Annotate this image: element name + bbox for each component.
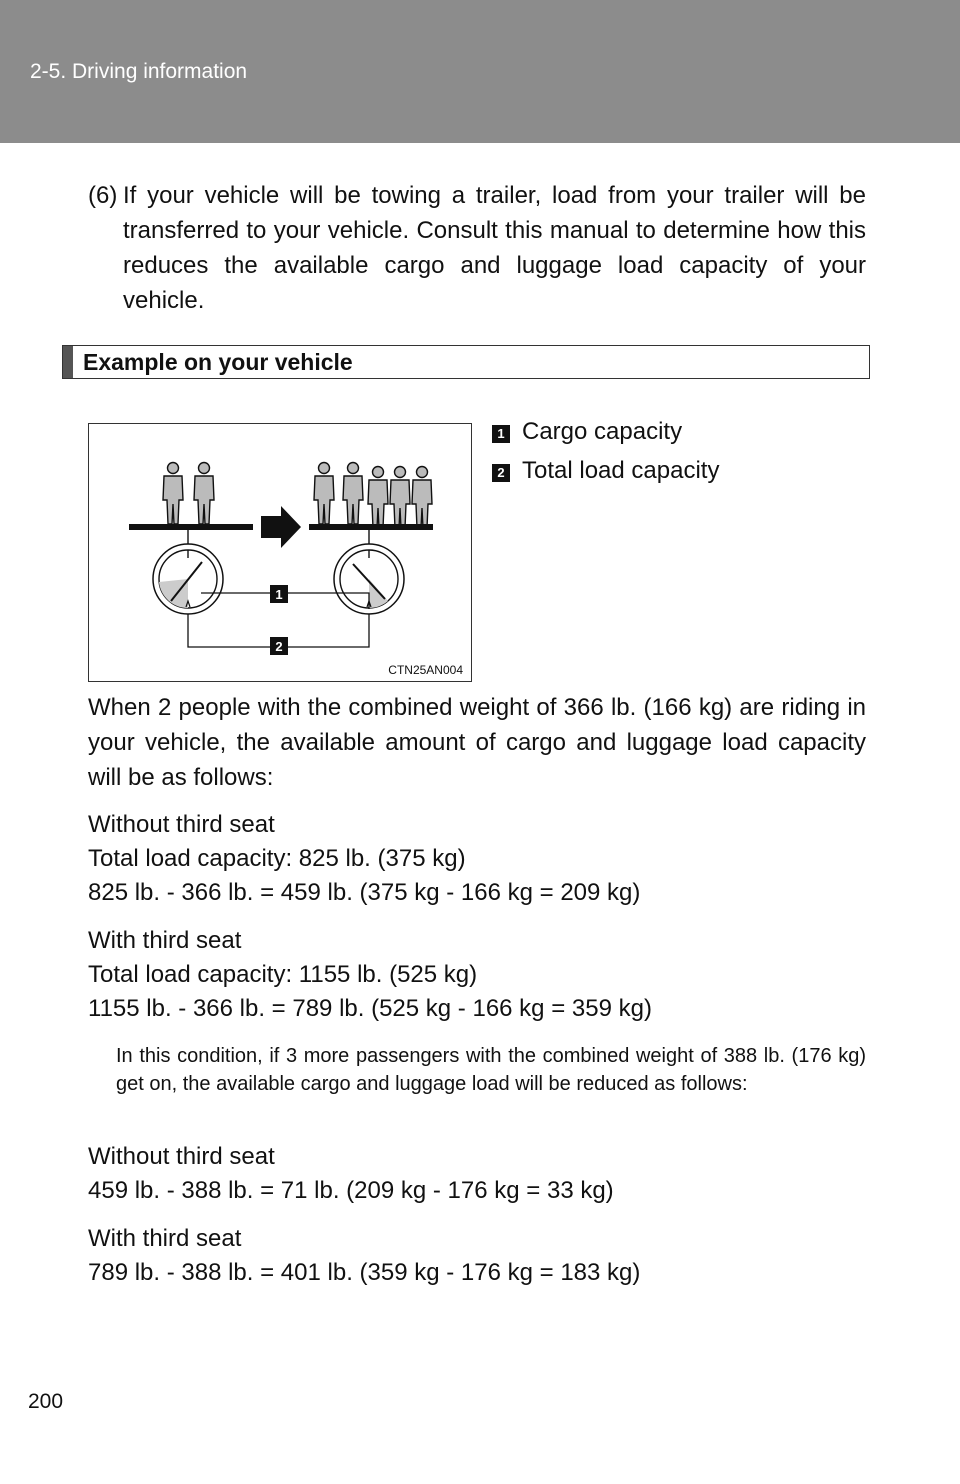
person-icons-left (163, 463, 214, 525)
without-seat-calc-2: 459 lb. - 388 lb. = 71 lb. (209 kg - 176 kg = 33 kg) (88, 1177, 614, 1204)
callout-2-label: 2 (275, 639, 283, 654)
without-seat-calc-1: 825 lb. - 366 lb. = 459 lb. (375 kg - 166 kg = 209 kg) (88, 879, 641, 906)
figure-code: CTN25AN004 (388, 663, 463, 677)
right-platform (309, 524, 433, 530)
load-capacity-figure (88, 423, 472, 682)
section-breadcrumb: 2-5. Driving information (30, 60, 248, 83)
with-seat-calc-2: 789 lb. - 388 lb. = 401 lb. (359 kg - 176 kg = 183 kg) (88, 1259, 641, 1286)
example-paragraph: When 2 people with the combined weight of 366 lb. (166 kg) are riding in your vehicle, the available amount of cargo and luggage load capacity will be as follows: (88, 694, 866, 791)
section-heading (62, 345, 870, 379)
person-icons-right (314, 463, 432, 529)
legend-badge-1: 1 (492, 425, 510, 443)
legend-label-cargo: Cargo capacity (522, 418, 683, 445)
with-seat-calc-1: 1155 lb. - 366 lb. = 789 lb. (525 kg - 166 kg = 359 kg) (88, 995, 652, 1022)
legend-badge-2: 2 (492, 464, 510, 482)
left-gauge-icon (153, 544, 223, 614)
with-seat-title-1: With third seat (88, 927, 242, 954)
intro-text: If your vehicle will be towing a trailer, load from your trailer will be transferred to your vehicle. Consult this manual to determine how this reduces the available cargo and luggage load capacity of your vehicle. (123, 182, 866, 314)
with-seat-total-1: Total load capacity: 1155 lb. (525 kg) (88, 961, 478, 988)
callout-1-label: 1 (275, 587, 283, 602)
without-seat-title-1: Without third seat (88, 811, 275, 838)
without-seat-total-1: Total load capacity: 825 lb. (375 kg) (88, 845, 466, 872)
page-header (0, 0, 960, 143)
intro-paragraph (88, 178, 866, 318)
load-capacity-illustration (89, 424, 473, 683)
without-seat-title-2: Without third seat (88, 1143, 275, 1170)
left-platform (129, 524, 253, 530)
section-title: Example on your vehicle (83, 349, 353, 375)
intro-number: (6) (88, 182, 118, 209)
legend-label-total: Total load capacity (522, 457, 720, 484)
note-paragraph: In this condition, if 3 more passengers with the combined weight of 388 lb. (176 kg) get on, the available cargo and luggage load will be reduced as follows: (116, 1045, 866, 1095)
page-number: 200 (28, 1390, 64, 1413)
heading-accent-bar (63, 346, 73, 378)
with-seat-title-2: With third seat (88, 1225, 242, 1252)
arrow-icon (261, 506, 301, 548)
